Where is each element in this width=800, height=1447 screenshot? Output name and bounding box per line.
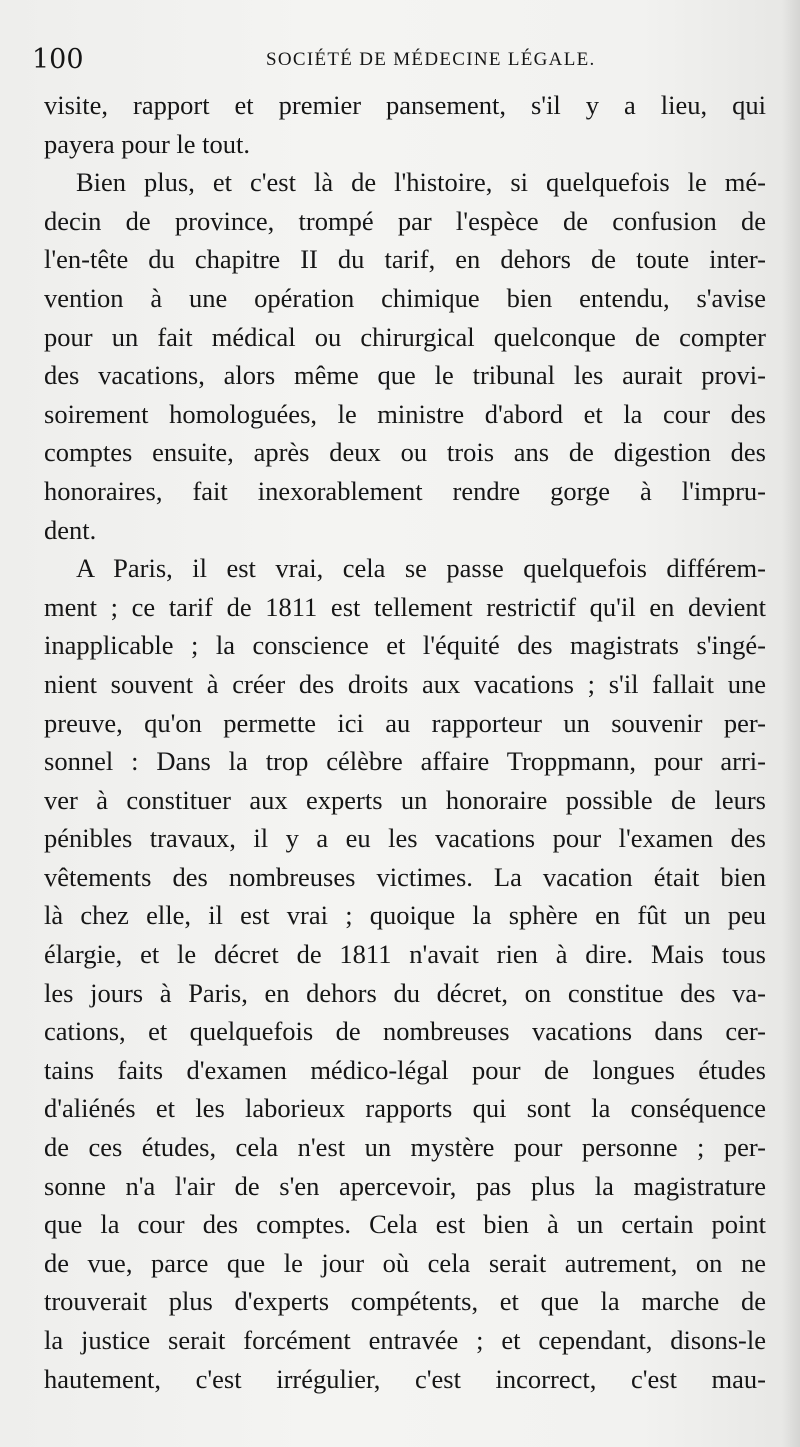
text-line: la justice serait forcément entravée ; et cependant, disons-le	[44, 1325, 766, 1355]
text-line: pour un fait médical ou chirurgical quelconque de compter	[44, 321, 766, 352]
text-line: nient souvent à créer des droits aux vacations ; s'il fallait une	[44, 668, 766, 699]
text-line: trouverait plus d'experts compétents, et que la marche de	[44, 1286, 766, 1317]
text-line: hautement, c'est irrégulier, c'est incorrect, c'est mau-	[44, 1363, 766, 1394]
text-line: A Paris, il est vrai, cela se passe quelquefois différem-	[76, 553, 766, 584]
text-line: preuve, qu'on permette ici au rapporteur un souvenir per-	[44, 707, 766, 738]
text-line: là chez elle, il est vrai ; quoique la sphère en fût un peu	[44, 900, 766, 931]
text-line: cations, et quelquefois de nombreuses vacations dans cer-	[44, 1016, 766, 1047]
page-edge-shadow	[782, 0, 800, 1447]
text-line: d'aliénés et les laborieux rapports qui sont la conséquence	[44, 1093, 766, 1124]
text-line: soirement homologuées, le ministre d'abord et la cour des	[44, 398, 766, 429]
page-header	[32, 40, 772, 80]
page-number: 100	[32, 44, 84, 75]
text-line: des vacations, alors même que le tribunal les aurait provi-	[44, 360, 766, 391]
text-line: pénibles travaux, il y a eu les vacations pour l'examen des	[44, 823, 766, 854]
text-line: de vue, parce que le jour où cela serait autrement, on ne	[44, 1247, 766, 1278]
text-line: payera pour le tout.	[44, 128, 251, 159]
text-line: élargie, et le décret de 1811 n'avait rien à dire. Mais tous	[44, 939, 766, 970]
running-head: SOCIÉTÉ DE MÉDECINE LÉGALE.	[266, 49, 596, 70]
text-line: de ces études, cela n'est un mystère pour personne ; per-	[44, 1132, 766, 1163]
text-line: les jours à Paris, en dehors du décret, on constitue des va-	[44, 977, 766, 1008]
text-line: visite, rapport et premier pansement, s'il y a lieu, qui	[44, 90, 766, 120]
text-line: Bien plus, et c'est là de l'histoire, si quelquefois le mé-	[76, 167, 766, 198]
text-line: sonnel : Dans la trop célèbre affaire Troppmann, pour arri-	[44, 746, 766, 777]
text-line: l'en-tête du chapitre II du tarif, en dehors de toute inter-	[44, 244, 766, 275]
text-line: tains faits d'examen médico-légal pour de longues études	[44, 1054, 766, 1085]
text-line: sonne n'a l'air de s'en apercevoir, pas plus la magistrature	[44, 1170, 766, 1201]
text-line: ment ; ce tarif de 1811 est tellement restrictif qu'il en devient	[44, 591, 766, 622]
text-line: que la cour des comptes. Cela est bien à un certain point	[44, 1209, 766, 1240]
text-line: vêtements des nombreuses victimes. La vacation était bien	[44, 861, 766, 892]
text-line: honoraires, fait inexorablement rendre gorge à l'impru-	[44, 475, 766, 506]
text-line: decin de province, trompé par l'espèce de confusion de	[44, 205, 766, 236]
text-line: vention à une opération chimique bien entendu, s'avise	[44, 282, 766, 313]
text-line: inapplicable ; la conscience et l'équité des magistrats s'ingé-	[44, 630, 766, 661]
text-line: dent.	[44, 514, 97, 545]
text-line: comptes ensuite, après deux ou trois ans de digestion des	[44, 437, 766, 468]
body-text	[44, 86, 766, 1398]
text-line: ver à constituer aux experts un honoraire possible de leurs	[44, 784, 766, 815]
